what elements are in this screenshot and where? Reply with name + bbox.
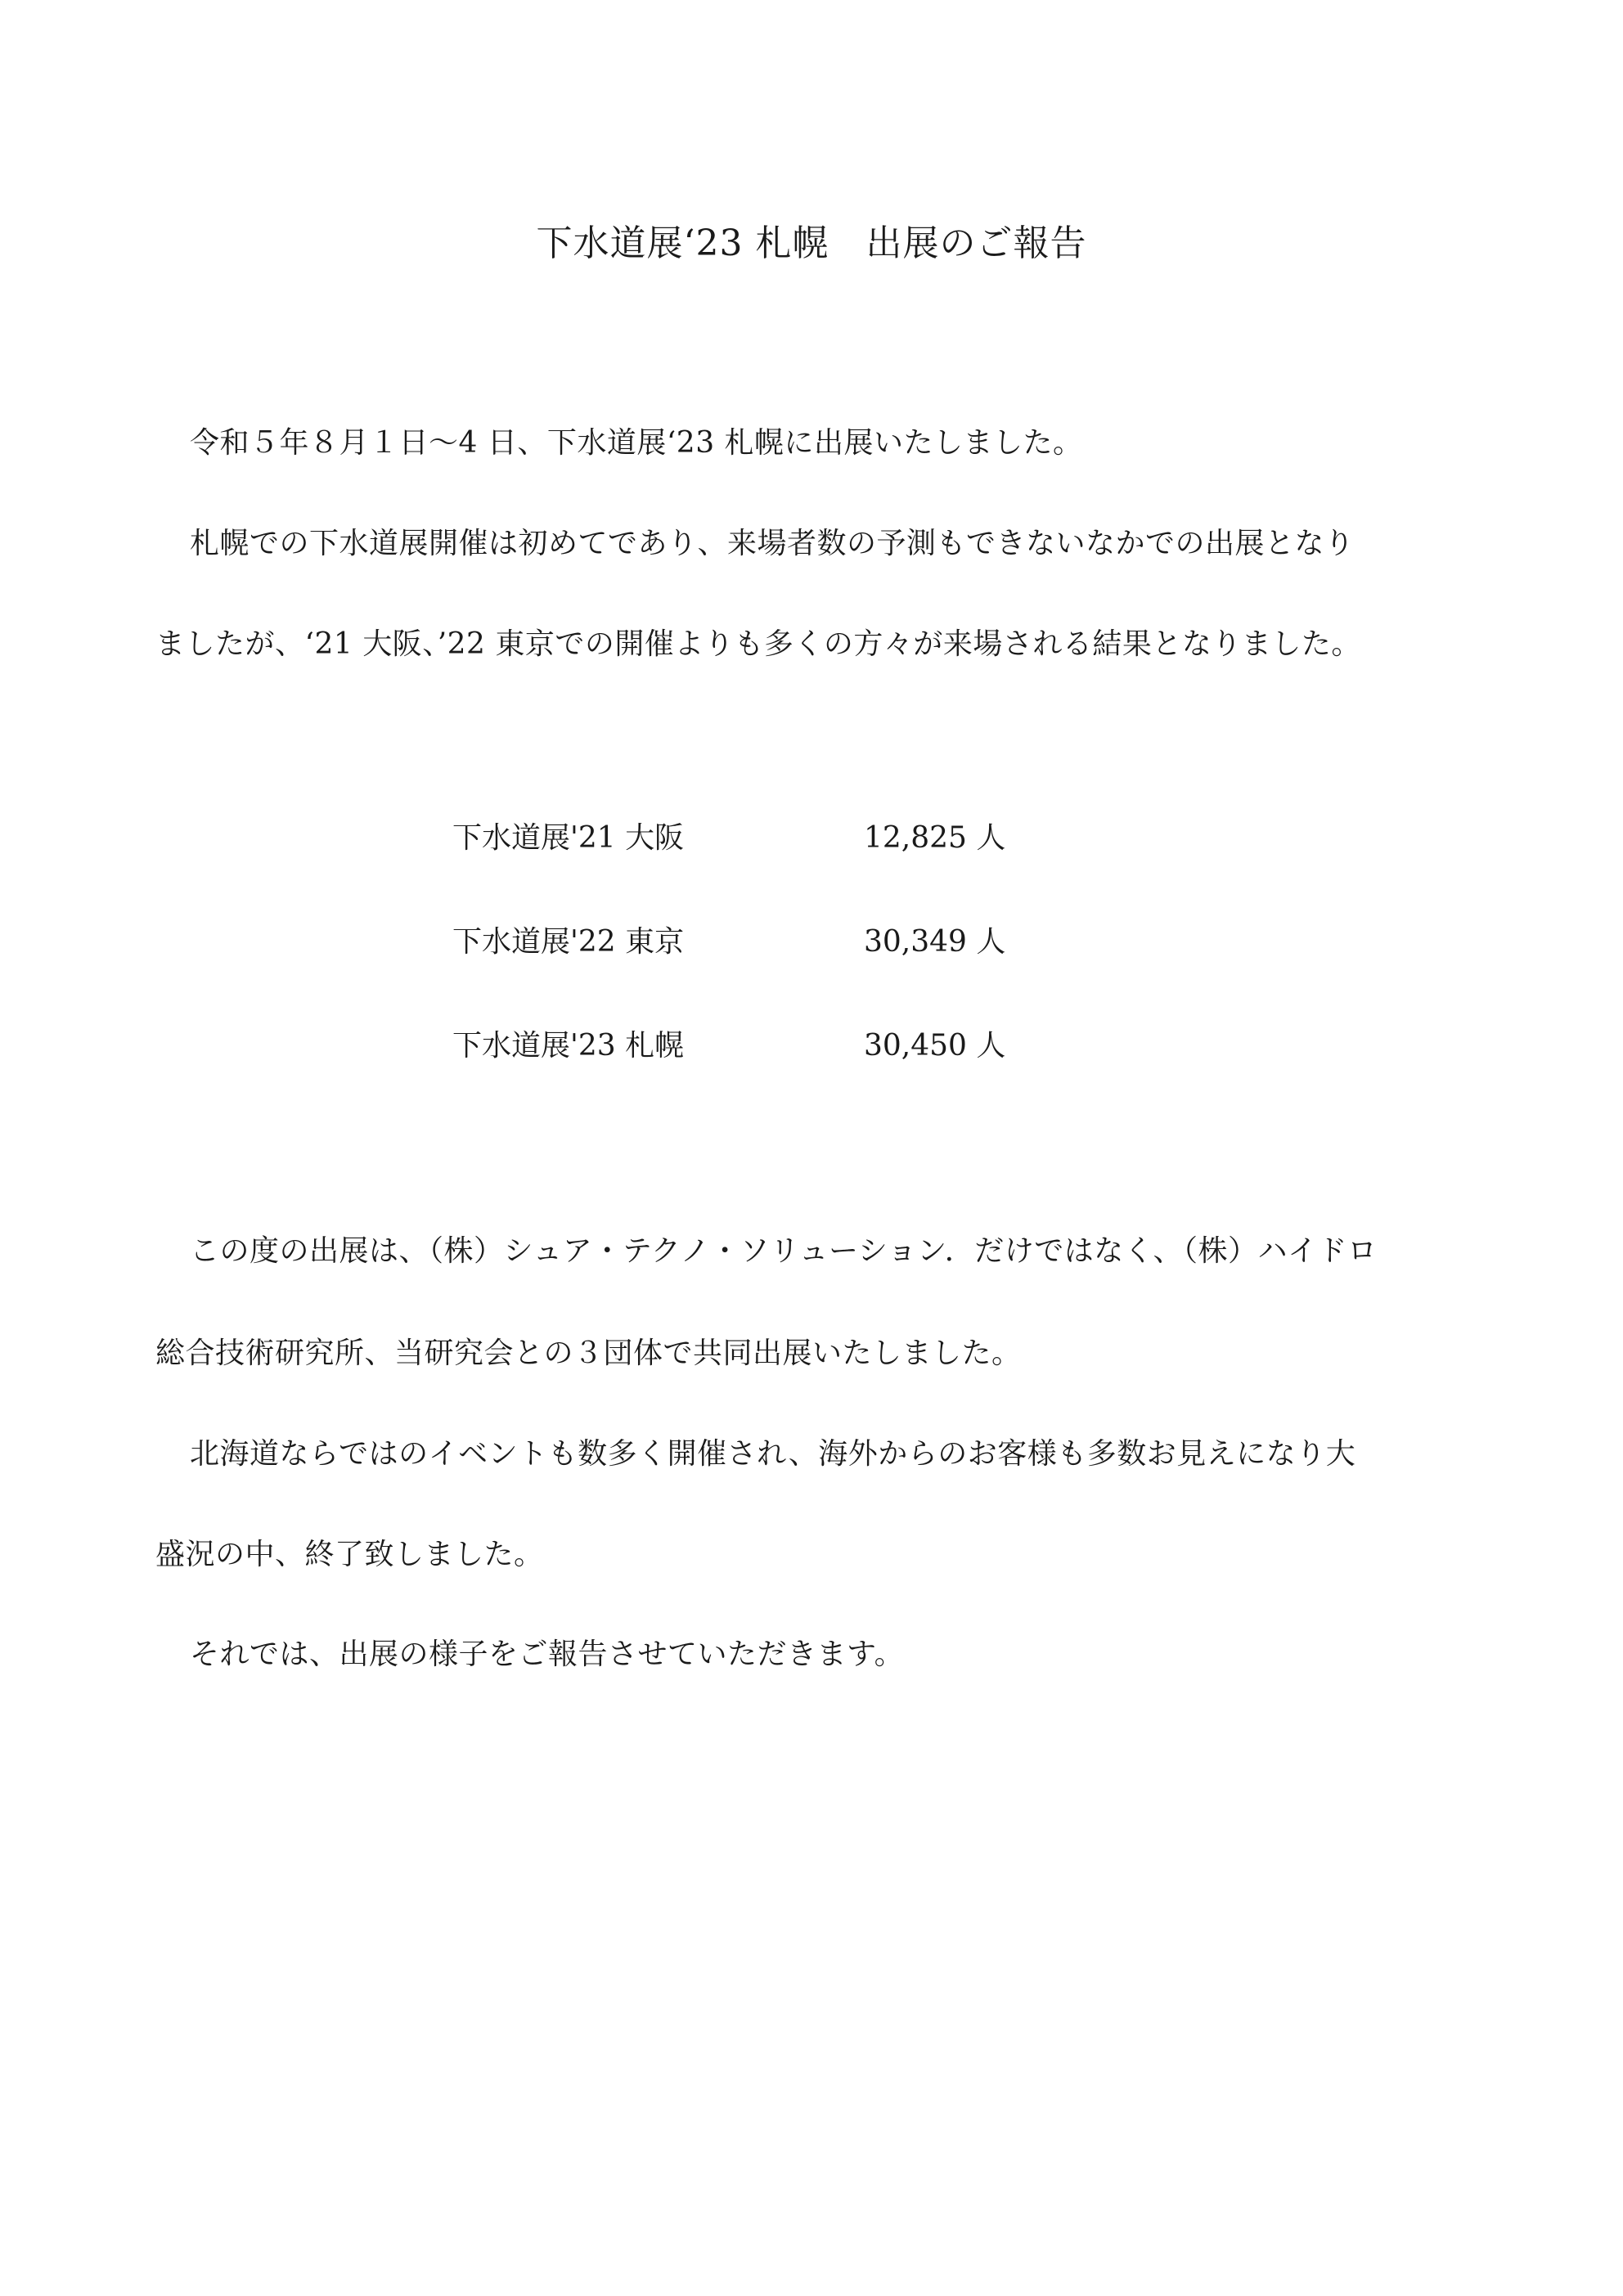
paragraph-1-line-2: 札幌での下水道展開催は初めてであり、来場者数の予測もできないなかでの出展となり <box>190 527 1355 560</box>
paragraph-3-line-2: 盛況の中、終了致しました。 <box>155 1538 544 1571</box>
paragraph-1-line-3: ましたが、‘21 大阪、’22 東京での開催よりも多くの方々が来場される結果となりました。 <box>155 627 1361 661</box>
paragraph-3-line-1: 北海道ならではのイベントも数多く開催され、海外からのお客様も多数お見えになり大 <box>190 1437 1356 1471</box>
paragraph-1-line-1: 令和５年８月１日〜4 日、下水道展‘23 札幌に出展いたしました。 <box>190 426 1083 460</box>
attendance-count: 30,349 人 <box>864 925 1006 959</box>
attendance-count: 12,825 人 <box>864 821 1006 855</box>
attendance-count: 30,450 人 <box>864 1029 1006 1063</box>
attendance-label: 下水道展'23 札幌 <box>452 1029 685 1063</box>
paragraph-2-line-2: 総合技術研究所、当研究会との３団体で共同出展いたしました。 <box>155 1337 1022 1370</box>
page-title: 下水道展‘23 札幌 出展のご報告 <box>536 222 1087 264</box>
paragraph-4-line-1: それでは、出展の様子をご報告させていただきます。 <box>190 1638 905 1671</box>
attendance-label: 下水道展'21 大阪 <box>452 821 685 855</box>
paragraph-2-line-1: この度の出展は、（株）シュア・テクノ・ソリューション．だけではなく、（株）ハイドロ <box>190 1234 1378 1268</box>
attendance-label: 下水道展'22 東京 <box>452 925 685 959</box>
